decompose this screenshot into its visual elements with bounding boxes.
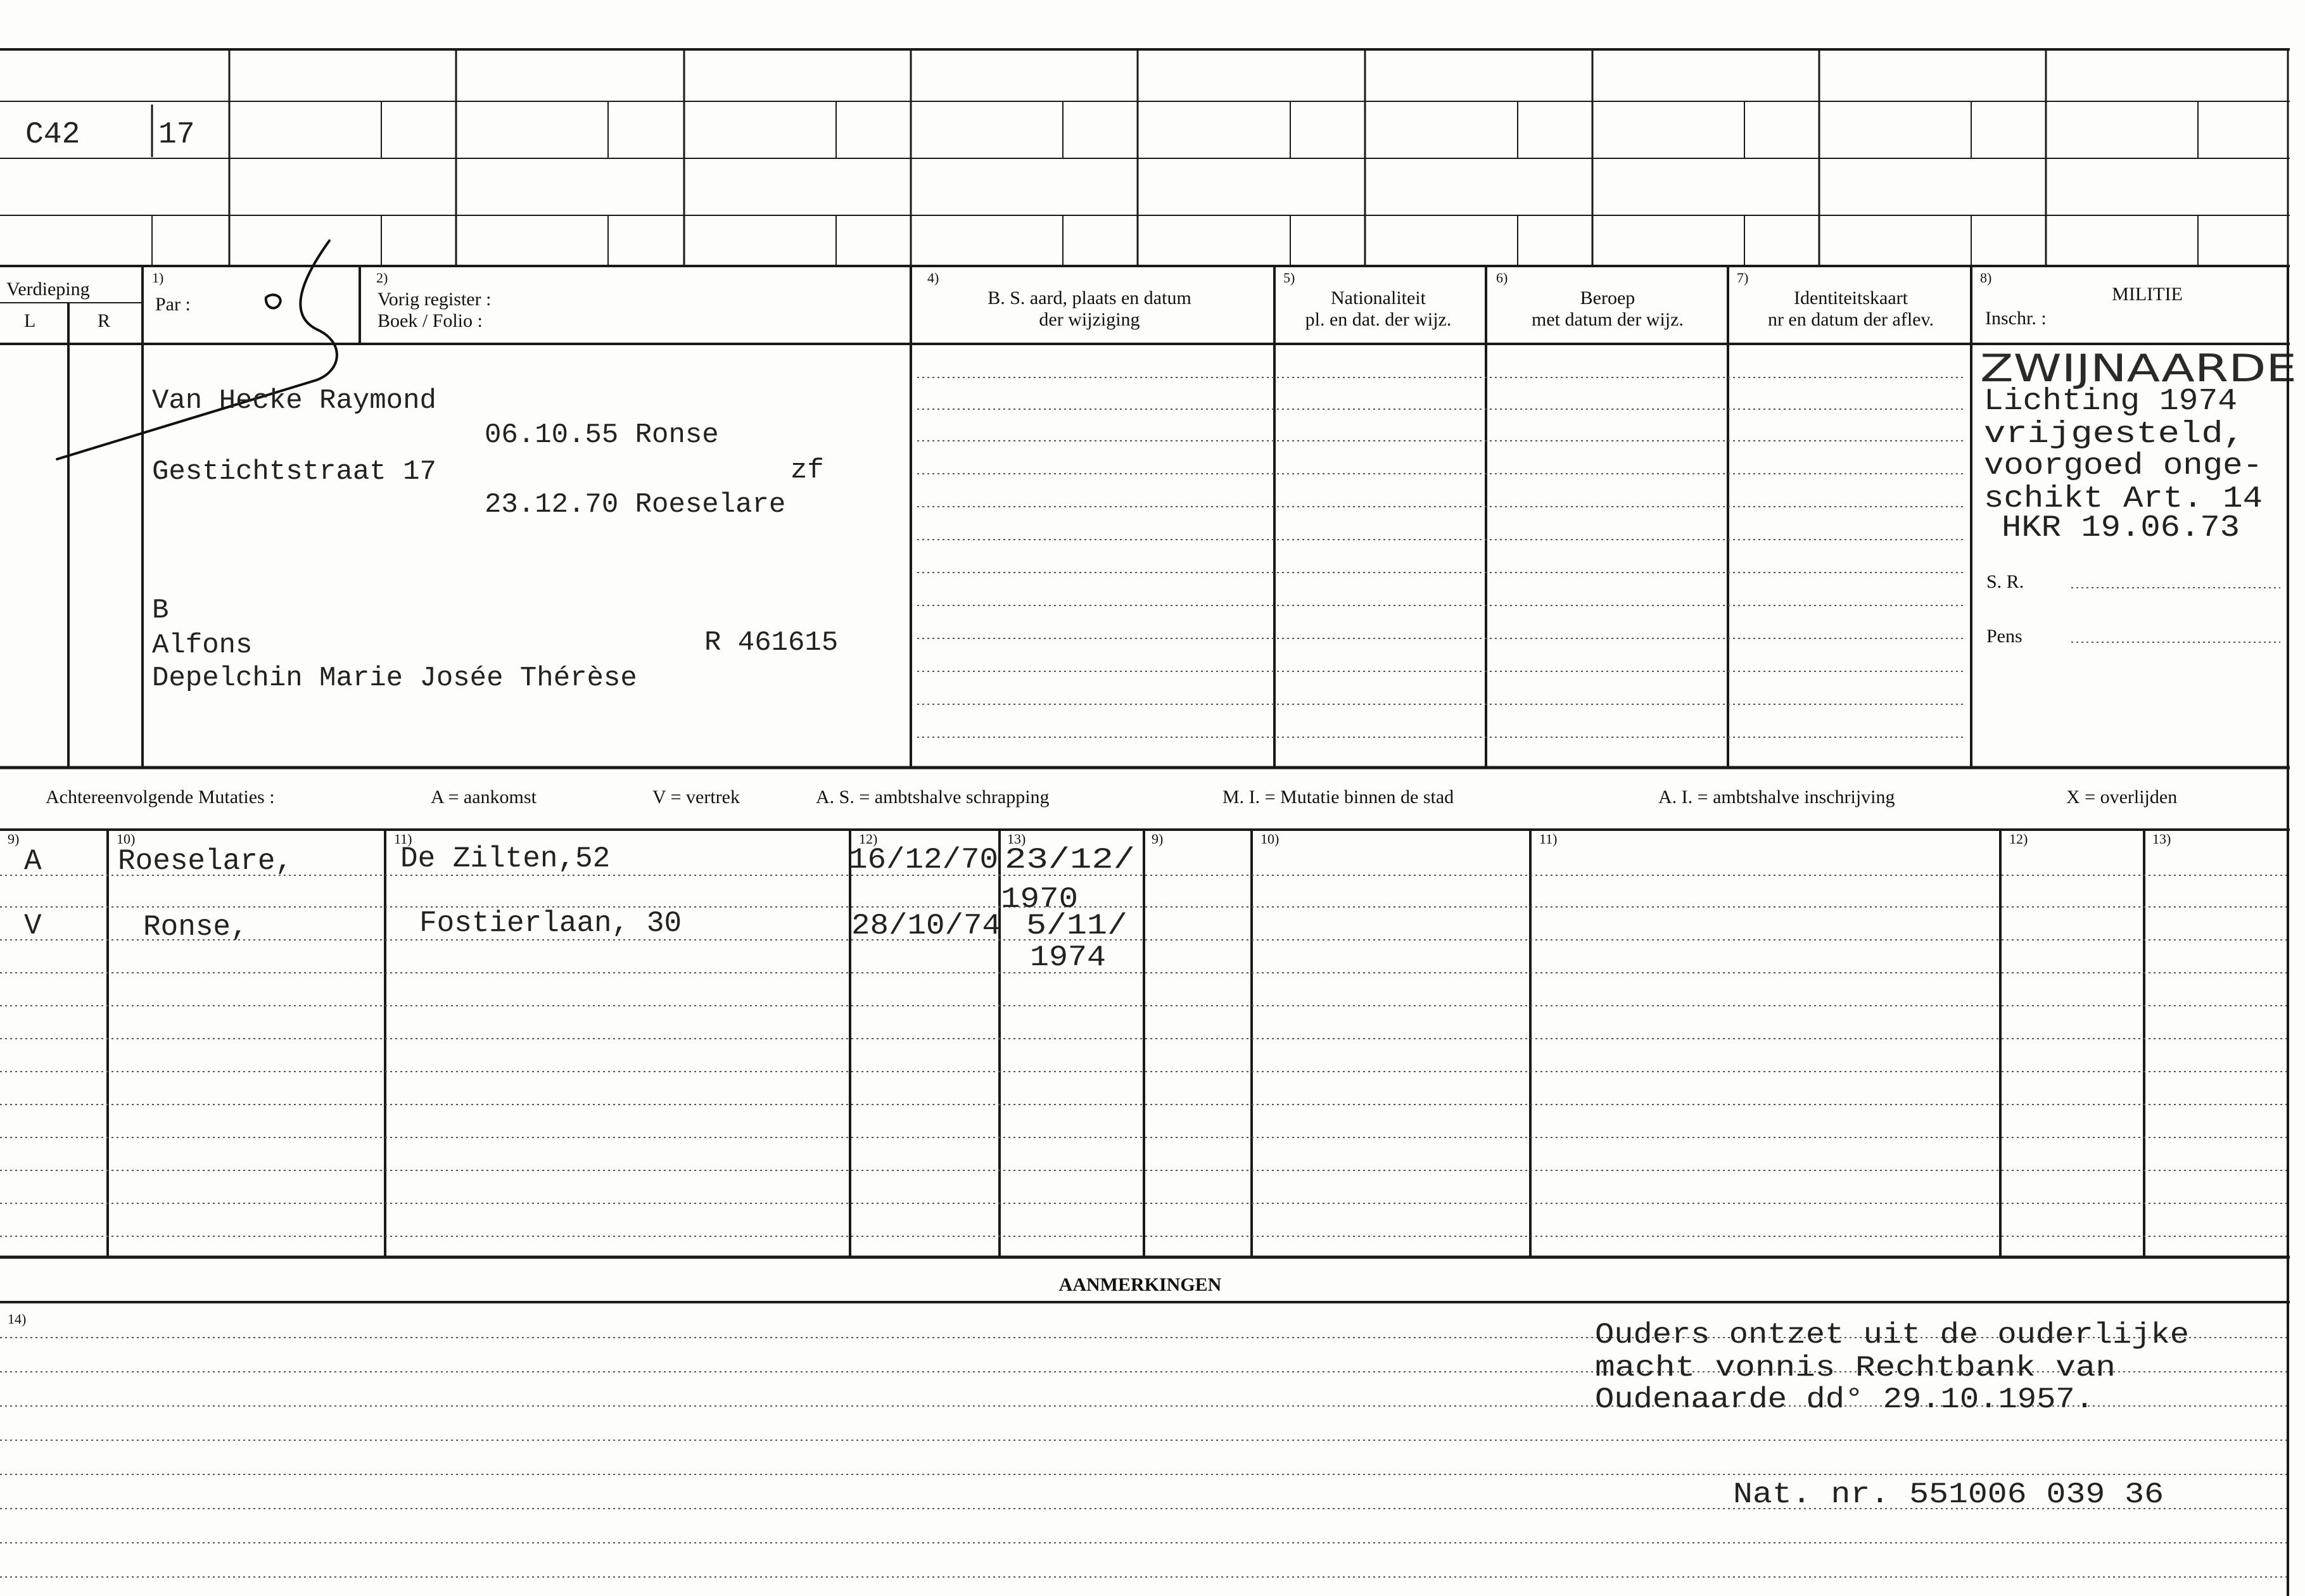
mutation-type: A [24, 845, 42, 878]
person-birth: 06.10.55 Ronse [485, 419, 719, 451]
beroep-header-line2: met datum der wijz. [1532, 309, 1684, 330]
mutations-table [0, 830, 2290, 1257]
bs-header-line2: der wijziging [1039, 309, 1140, 330]
remark-line-1: Ouders ontzet uit de ouderlijke [1595, 1319, 2189, 1352]
mutation-date1: 16/12/70 [849, 844, 998, 877]
identiteitskaart-header-line2: nr en datum der aflev. [1767, 309, 1934, 330]
footnote-7: 7) [1737, 270, 1749, 286]
mutation-date2: 5/11/ [1026, 909, 1127, 942]
militie-stamp: ZWIJNAARDE [1980, 346, 2297, 391]
mutation-date2-year: 1974 [1030, 941, 1106, 974]
militie-line-1: Lichting 1974 [1984, 384, 2237, 419]
mutation-col-12: 12) [859, 831, 878, 847]
footnote-5: 5) [1283, 270, 1295, 286]
legend-mi: M. I. = Mutatie binnen de stad [1222, 787, 1454, 808]
mutation-col-9b: 9) [1152, 831, 1164, 847]
remark-line-2: macht vonnis Rechtbank van [1595, 1352, 2116, 1384]
top-grid [0, 49, 2290, 266]
footnote-2: 2) [376, 270, 388, 286]
mutation-type: V [24, 909, 42, 942]
mutation-col-9: 9) [8, 831, 20, 847]
mutation-col-11: 11) [394, 831, 412, 847]
remark-line-3: Oudenaarde dd° 29.10.1957. [1595, 1383, 2094, 1416]
person-name: Van Hecke Raymond [152, 385, 436, 417]
mutation-col-10: 10) [117, 831, 136, 847]
person-zf: zf [791, 455, 824, 486]
footnote-1: 1) [152, 270, 164, 286]
mutation-col-11b: 11) [1539, 831, 1558, 847]
mutation-col-10b: 10) [1260, 831, 1279, 847]
boek-folio-label: Boek / Folio : [378, 310, 483, 331]
footnote-14: 14) [8, 1311, 27, 1327]
verdieping-l: L [24, 310, 36, 331]
militie-header: MILITIE [2112, 284, 2183, 305]
mutation-col-13b: 13) [2152, 831, 2171, 847]
mutation-date2: 23/12/ [1005, 844, 1135, 877]
nationaliteit-header-line1: Nationaliteit [1331, 288, 1426, 308]
mutation-legend [0, 787, 2290, 830]
mutation-date1: 28/10/74 [851, 909, 1001, 942]
legend-x: X = overlijden [2066, 787, 2178, 808]
remarks-section [0, 1274, 2290, 1577]
mutation-place: Roeselare, [118, 845, 293, 878]
militie-line-5: HKR 19.06.73 [2002, 511, 2240, 545]
mutation-place: Ronse, [143, 911, 248, 944]
mutation-col-13: 13) [1007, 831, 1026, 847]
sr-label: S. R. [1986, 571, 2024, 592]
verdieping-r: R [98, 310, 111, 331]
pen-strike-scribble [57, 241, 337, 459]
remarks-title: AANMERKINGEN [1058, 1274, 1222, 1295]
nat-nr: Nat. nr. 551006 039 36 [1733, 1478, 2164, 1511]
verdieping-label: Verdieping [6, 279, 90, 300]
person-registered: 23.12.70 Roeselare [485, 489, 786, 521]
pens-label: Pens [1986, 626, 2022, 647]
top-number: 17 [158, 118, 195, 152]
identiteitskaart-header-line1: Identiteitskaart [1794, 288, 1908, 308]
militie-line-2: vrijgesteld, [1984, 417, 2245, 452]
mutation-date2-year: 1970 [1001, 883, 1078, 916]
person-mother: Depelchin Marie Josée Thérèse [152, 662, 637, 694]
legend-a: A = aankomst [431, 787, 537, 808]
mutation-col-12b: 12) [2009, 831, 2028, 847]
footnote-6: 6) [1496, 270, 1508, 286]
body-section [0, 241, 2297, 768]
bs-header-line1: B. S. aard, plaats en datum [987, 288, 1191, 308]
person-father: Alfons [152, 630, 253, 661]
footnote-4: 4) [927, 270, 939, 286]
nationaliteit-header-line2: pl. en dat. der wijz. [1305, 309, 1452, 330]
legend-v: V = vertrek [652, 787, 740, 808]
legend-ai: A. I. = ambtshalve inschrijving [1658, 787, 1895, 808]
top-code: C42 [25, 118, 80, 152]
par-label: Par : [155, 294, 191, 315]
footnote-8: 8) [1980, 270, 1992, 286]
person-street: Gestichtstraat 17 [152, 456, 436, 488]
militie-line-3: voorgoed onge- [1984, 449, 2263, 483]
mutation-address: De Zilten,52 [400, 842, 611, 875]
inschr-label: Inschr. : [1985, 308, 2047, 329]
person-b: B [152, 595, 169, 626]
mutation-address: Fostierlaan, 30 [419, 907, 682, 940]
legend-title: Achtereenvolgende Mutaties : [46, 787, 275, 808]
vorig-register-label: Vorig register : [378, 289, 492, 310]
militie-line-4: schikt Art. 14 [1984, 482, 2263, 516]
person-ref: R 461615 [704, 627, 839, 659]
beroep-header-line1: Beroep [1580, 288, 1635, 308]
legend-as: A. S. = ambtshalve schrapping [816, 787, 1050, 808]
